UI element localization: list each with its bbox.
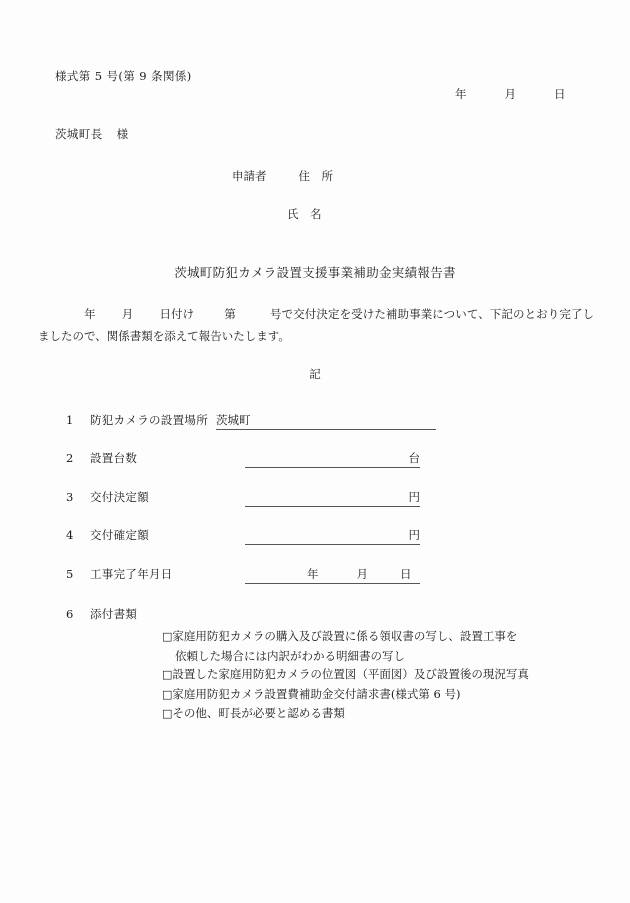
applicant-name-label: 氏 名 <box>287 207 322 221</box>
body-month-label: 月 <box>121 307 134 321</box>
attachment-list <box>162 627 529 724</box>
item-4-number: 4 <box>66 528 74 542</box>
item-6-label: 添付書類 <box>90 607 138 621</box>
item-5-field[interactable] <box>245 566 420 584</box>
form-item-4 <box>66 527 420 545</box>
item-2-field[interactable] <box>245 450 420 468</box>
ki-mark: 記 <box>309 367 321 381</box>
attachment-item-1-continuation: 依頼した場合には内訳がわかる明細書の写し <box>175 648 405 663</box>
form-number: 様式第 5 号(第 9 条関係) <box>55 69 192 83</box>
form-item-1 <box>66 412 436 430</box>
date-year-label: 年 <box>455 87 467 101</box>
date-line <box>455 86 566 102</box>
date-day-label: 日 <box>554 87 566 101</box>
attachment-item-3[interactable] <box>162 685 529 705</box>
addressee-honorific: 様 <box>116 127 129 141</box>
item-3-label: 交付決定額 <box>90 490 149 504</box>
attachment-item-4[interactable] <box>162 704 529 724</box>
body-paragraph <box>38 303 594 347</box>
item-1-value: 茨城町 <box>216 413 251 427</box>
form-item-5 <box>66 566 420 584</box>
item-1-number: 1 <box>66 413 74 427</box>
item-6-number: 6 <box>66 607 74 621</box>
form-item-3 <box>66 489 420 507</box>
body-year-label: 年 <box>84 307 96 321</box>
item-4-label: 交付確定額 <box>90 528 149 542</box>
item-5-day-label: 日 <box>400 567 412 581</box>
applicant-name-row <box>287 206 322 222</box>
body-number-prefix: 第 <box>224 307 236 321</box>
item-4-field[interactable] <box>245 527 420 545</box>
applicant-address-row <box>232 168 333 184</box>
body-number-suffix: 号で交付決定を受けた補助事業について、下記のとおり完了しましたので、関係書類を添えて報告いたします。 <box>38 307 595 343</box>
item-5-label: 工事完了年月日 <box>90 567 173 581</box>
item-3-unit: 円 <box>408 490 420 504</box>
item-1-label: 防犯カメラの設置場所 <box>90 413 208 427</box>
item-3-field[interactable] <box>245 489 420 507</box>
form-item-6 <box>66 606 137 622</box>
item-1-field[interactable] <box>216 412 436 430</box>
attachment-item-4-text: その他、町長が必要と認める書類 <box>172 706 345 720</box>
applicant-address-label: 住 所 <box>298 169 333 183</box>
addressee <box>55 126 129 142</box>
addressee-office: 茨城町長 <box>55 127 103 141</box>
body-day-label: 日付け <box>159 307 195 321</box>
checkbox-icon[interactable]: □ <box>162 707 173 720</box>
attachment-item-3-text: 家庭用防犯カメラ設置費補助金交付請求書(様式第 6 号) <box>172 686 461 701</box>
attachment-item-2[interactable] <box>162 665 529 685</box>
item-2-unit: 台 <box>408 451 420 465</box>
date-month-label: 月 <box>504 87 516 101</box>
form-item-2 <box>66 450 420 468</box>
item-5-year-label: 年 <box>307 567 319 581</box>
item-4-unit: 円 <box>408 528 420 542</box>
checkbox-icon[interactable]: □ <box>162 668 173 681</box>
item-2-label: 設置台数 <box>90 451 138 465</box>
item-3-number: 3 <box>66 490 74 504</box>
applicant-label: 申請者 <box>232 169 267 183</box>
page-title: 茨城町防犯カメラ設置支援事業補助金実績報告書 <box>174 265 456 280</box>
attachment-item-1[interactable] <box>162 627 529 647</box>
checkbox-icon[interactable]: □ <box>162 630 173 643</box>
item-5-month-label: 月 <box>356 567 368 581</box>
attachment-item-1-text: 家庭用防犯カメラの購入及び設置に係る領収書の写し、設置工事を <box>172 629 518 643</box>
attachment-item-2-text: 設置した家庭用防犯カメラの位置図（平面図）及び設置後の現況写真 <box>172 667 529 681</box>
item-5-number: 5 <box>66 567 74 581</box>
item-2-number: 2 <box>66 451 74 465</box>
checkbox-icon[interactable]: □ <box>162 687 173 701</box>
